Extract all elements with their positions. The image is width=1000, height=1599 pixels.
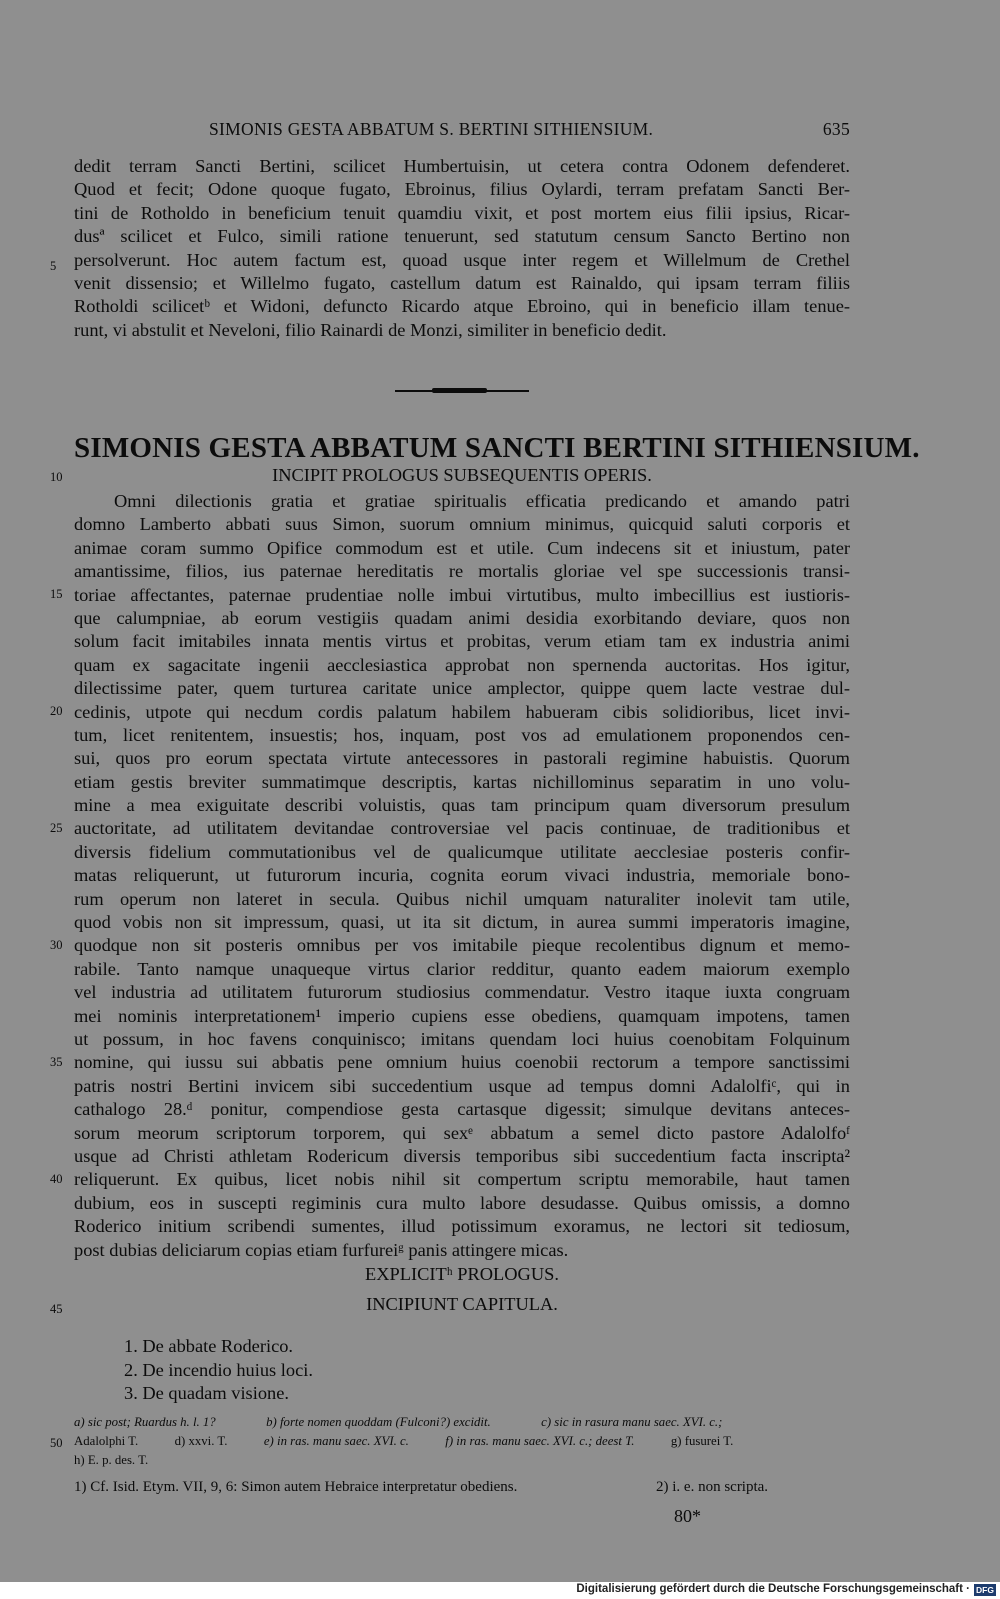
line-number: 5 xyxy=(50,259,57,273)
divider-ornament xyxy=(432,388,487,393)
text-line: toriae affectantes, paternae prudentiae nolle imbui virtutibus, multo imbecillius est iustioris- xyxy=(74,584,850,605)
text-line: cathalogo 28.ᵈ ponitur, compendiose gesta cartasque digessit; simulque devitans anteces- xyxy=(74,1099,850,1120)
text-line: sui, quos pro eorum spectata virtute antecessores in pastorali regimine habuistis. Quorum xyxy=(74,748,850,769)
text-line: que calumpniae, ab eorum vestigiis quadam animi desidia exorbitando deviare, quos non xyxy=(74,607,850,628)
prologue-heading: INCIPIT PROLOGUS SUBSEQUENTIS OPERIS. xyxy=(272,465,652,485)
text-line: Rotholdi scilicetᵇ et Widoni, defuncto Ricardo atque Ebroino, qui in beneficio illam tenue- xyxy=(74,296,850,317)
text-line: domno Lamberto abbati suus Simon, suorum omnium minimus, quicquid saluti corporis et xyxy=(74,514,850,535)
critical-apparatus xyxy=(74,1413,850,1470)
text-line: venit dissensio; et Willelmo fugato, castellum datum est Rainaldo, qui ipsam terram filiis xyxy=(74,272,850,293)
line-number: 35 xyxy=(50,1055,63,1069)
explicit-heading: EXPLICITʰ PROLOGUS. xyxy=(365,1264,559,1284)
line-number: 30 xyxy=(50,938,63,952)
text-line: solum facit imitabiles innata mentis virtus et probitas, verum etiam tam ex industria animi xyxy=(74,631,850,652)
text-line: nomine, qui iussu sui abbatis pene omnium huius coenobii rectorum a tempore sanctissimi xyxy=(74,1052,850,1073)
text-line: quodque non sit posteris omnibus per vos imitabile pieque recolentibus dignum et memo- xyxy=(74,935,850,956)
text-line: vel industria ad utilitatem futurorum studiosius commendatur. Vestro itaque iuxta congruam xyxy=(74,982,850,1003)
text-line: usque ad Christi athletam Rodericum diversis temporibus sibi succedentium facta inscripta² xyxy=(74,1145,850,1166)
text-line: amantissime, filios, ius paternae hereditatis re mortalis gloriae vel spe successionis transi- xyxy=(74,561,850,582)
text-line: dilectissime pater, quem turturea caritate unice amplector, quippe quem lacte vestrae dul- xyxy=(74,678,850,699)
text-line: dedit terram Sancti Bertini, scilicet Humbertuisin, ut cetera contra Odonem defenderet. xyxy=(74,156,850,176)
text-line: quod vobis non sit impressum, quasi, ut ita sit dictum, in aurea summi imperatoris imagine, xyxy=(74,912,850,933)
text-line: diversis fidelium commutationibus vel de qualicumque utilitate aecclesiae posteris confir- xyxy=(74,841,850,862)
text-line: runt, vi abstulit et Neveloni, filio Rainardi de Monzi, similiter in beneficio dedit. xyxy=(74,319,667,340)
chapter-list xyxy=(124,1335,313,1406)
capitula-heading: INCIPIUNT CAPITULA. xyxy=(366,1294,558,1314)
running-title: SIMONIS GESTA ABBATUM S. BERTINI SITHIENSIUM. xyxy=(209,119,654,139)
text-line: dubium, eos in suscepti regiminis cura multo labore desudasse. Quibus omissis, a domno xyxy=(74,1192,850,1213)
apparatus-line xyxy=(74,1413,850,1432)
text-line: sorum meorum scriptorum torporem, qui sexᵉ abbatum a semel dicto pastore Adalolfoᶠ xyxy=(74,1122,850,1143)
text-line: dusª scilicet et Fulco, simili ratione tenuerunt, sed statutum censum Sancto Bertino non xyxy=(74,226,850,247)
footnotes xyxy=(74,1479,850,1496)
line-number: 10 xyxy=(50,470,63,484)
prologue-text-block xyxy=(74,490,850,1262)
line-number: 50 xyxy=(50,1436,63,1450)
note-e: e) in ras. manu saec. XVI. c. xyxy=(263,1434,409,1448)
note-b: b) forte nomen quoddam (Fulconi?) excidit. xyxy=(266,1415,491,1429)
dfg-logo-icon: DFG xyxy=(974,1584,996,1596)
text-line: patris nostri Bertini invicem sibi succedentium usque ad tempus domni Adalolfiᶜ, qui in xyxy=(74,1075,850,1096)
note-d: d) xxvi. T. xyxy=(174,1434,228,1448)
note-c-cont: Adalolphi T. xyxy=(74,1434,139,1448)
text-line: animae coram summo Opifice commodum est et utile. Cum indecens sit et iniustum, pater xyxy=(74,537,850,558)
signature-mark: 80* xyxy=(674,1506,701,1526)
text-line: tum, licet renitentem, insuestis; hos, inquam, post vos ad emulationem proponendos cen- xyxy=(74,724,850,745)
text-line: tini de Rotholdo in beneficium tenuit quamdiu vixit, et post mortem eius filii ipsius, Ricar- xyxy=(74,202,850,223)
line-number: 15 xyxy=(50,587,63,601)
text-line: ut possum, in hoc favens conquinisco; imitans quendam loci huius coenobitam Folquinum xyxy=(74,1028,850,1049)
text-line: matas reliquerunt, ut futurorum incuria, cognita eorum vivaci industria, memoriale bono- xyxy=(74,865,850,886)
line-number: 25 xyxy=(50,821,63,835)
line-number: 20 xyxy=(50,704,63,718)
note-c: c) sic in rasura manu saec. XVI. c.; xyxy=(541,1415,723,1429)
note-a: a) sic post; Ruardus h. l. 1? xyxy=(74,1415,216,1429)
text-line: reliquerunt. Ex quibus, licet nobis nihil sit compertum scriptu memorabile, haut tamen xyxy=(74,1169,850,1190)
text-line: rabile. Tanto namque unaqueque virtus clarior redditur, quanto eadem maiorum exemplo xyxy=(74,958,850,979)
continued-text-block xyxy=(74,155,850,342)
footnote-2: 2) i. e. non scripta. xyxy=(656,1479,769,1495)
text-line: Omni dilectionis gratia et gratiae spiritualis efficatia predicando et amando patri xyxy=(114,491,850,511)
text-line: persolverunt. Hoc autem factum est, quoad usque inter regem et Willelmum de Crethel xyxy=(74,249,850,270)
text-line: rum operum non lateret in secula. Quibus nichil umquam naturaliter inolevit tam utile, xyxy=(74,888,850,909)
text-line: mei nominis interpretationem¹ imperio cupiens esse obediens, quamquam impotens, tamen xyxy=(74,1005,850,1026)
apparatus-line xyxy=(74,1432,850,1451)
text-line: cedinis, utpote qui necdum cordis palatum habilem habueram cibis solidioribus, licet invi- xyxy=(74,701,850,722)
list-item: 3. De quadam visione. xyxy=(124,1383,289,1403)
text-line: Roderico initium scribendi sumentes, illud potissimum exoramus, ne lectori sit tediosum, xyxy=(74,1216,850,1237)
note-h: h) E. p. des. T. xyxy=(74,1453,149,1467)
text-line: quam ex sagacitate ingenii aecclesiastica approbat non spernenda auctoritas. Hos igitur, xyxy=(74,654,850,675)
apparatus-line xyxy=(74,1451,850,1470)
text-line: auctoritate, ad utilitatem devitandae controversiae vel pacis continuae, de traditionibus et xyxy=(74,818,850,839)
list-item: 1. De abbate Roderico. xyxy=(124,1336,294,1356)
line-number: 45 xyxy=(50,1302,63,1316)
note-f: f) in ras. manu saec. XVI. c.; deest T. xyxy=(445,1434,635,1448)
page-number: 635 xyxy=(822,119,850,139)
text-line: post dubias deliciarum copias etiam furfureiᵍ panis attingere micas. xyxy=(74,1239,569,1260)
list-item: 2. De incendio huius loci. xyxy=(124,1359,313,1380)
line-number: 40 xyxy=(50,1172,63,1186)
text-line: mine a mea exiguitate describi voluistis, quas tam principum quam diversorum presulum xyxy=(74,795,850,816)
text-line: etiam gestis breviter summatimque descriptis, kartas nichillominus separatim in uno volu- xyxy=(74,771,850,792)
funding-note: Digitalisierung gefördert durch die Deutsche Forschungsgemeinschaft · xyxy=(576,1583,970,1595)
work-title: SIMONIS GESTA ABBATUM SANCTI BERTINI SITHIENSIUM. xyxy=(74,432,920,464)
text-line: Quod et fecit; Odone quoque fugato, Ebroinus, filius Oylardi, terram prefatam Sancti Ber- xyxy=(74,179,850,200)
note-g: g) fusurei T. xyxy=(670,1434,734,1448)
footnote-1: 1) Cf. Isid. Etym. VII, 9, 6: Simon autem Hebraice interpretatur obediens. xyxy=(74,1479,518,1495)
